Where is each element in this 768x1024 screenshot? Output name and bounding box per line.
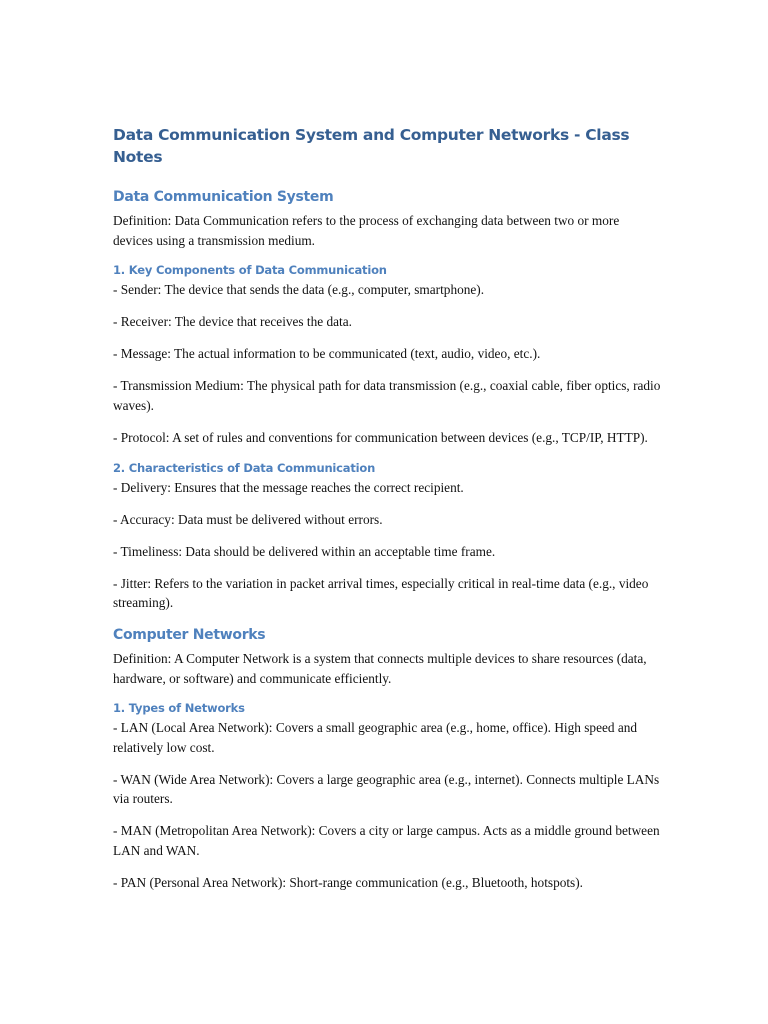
list-item: - Message: The actual information to be communicated (text, audio, video, etc.). [113, 346, 541, 361]
list-item: - Protocol: A set of rules and conventions for communication between devices (e.g., TCP/IP, HTTP). [113, 429, 648, 445]
section-heading-computer-networks: Computer Networks [113, 627, 266, 643]
list-item: - LAN (Local Area Network): Covers a small geographic area (e.g., home, office). High speed and relatively low cost. [113, 720, 638, 755]
list-item: - Timeliness: Data should be delivered within an acceptable time frame. [113, 543, 496, 559]
definition-paragraph: Definition: A Computer Network is a system that connects multiple devices to share resources (data, hardware, or software) and communicate efficiently. [113, 651, 647, 686]
list-item: - PAN (Personal Area Network): Short-range communication (e.g., Bluetooth, hotspots). [113, 874, 583, 890]
list-item: - Receiver: The device that receives the data. [113, 314, 352, 329]
definition-paragraph: Definition: Data Communication refers to the process of exchanging data between two or more devices using a transmission medium. [113, 213, 620, 248]
list-item: - Sender: The device that sends the data (e.g., computer, smartphone). [113, 282, 485, 297]
list-item: - Transmission Medium: The physical path for data transmission (e.g., coaxial cable, fiber optics, radio waves). [113, 378, 661, 413]
list-item: - Accuracy: Data must be delivered without errors. [113, 511, 383, 527]
list-item: - WAN (Wide Area Network): Covers a large geographic area (e.g., internet). Connects multiple LANs via routers. [113, 771, 660, 806]
list-item: - Jitter: Refers to the variation in packet arrival times, especially critical in real-time data (e.g., video streaming). [113, 575, 649, 610]
subheading-characteristics: 2. Characteristics of Data Communication [113, 460, 376, 475]
document-title: Data Communication System and Computer Networks - Class Notes [113, 126, 630, 166]
list-item: - Delivery: Ensures that the message reaches the correct recipient. [113, 479, 464, 495]
subheading-types-of-networks: 1. Types of Networks [113, 701, 245, 715]
list-item: - MAN (Metropolitan Area Network): Covers a city or large campus. Acts as a middle ground between LAN and WAN. [113, 823, 660, 858]
document-page [113, 124, 661, 905]
section-heading-data-communication: Data Communication System [113, 189, 334, 205]
subheading-key-components: 1. Key Components of Data Communication [113, 263, 387, 277]
